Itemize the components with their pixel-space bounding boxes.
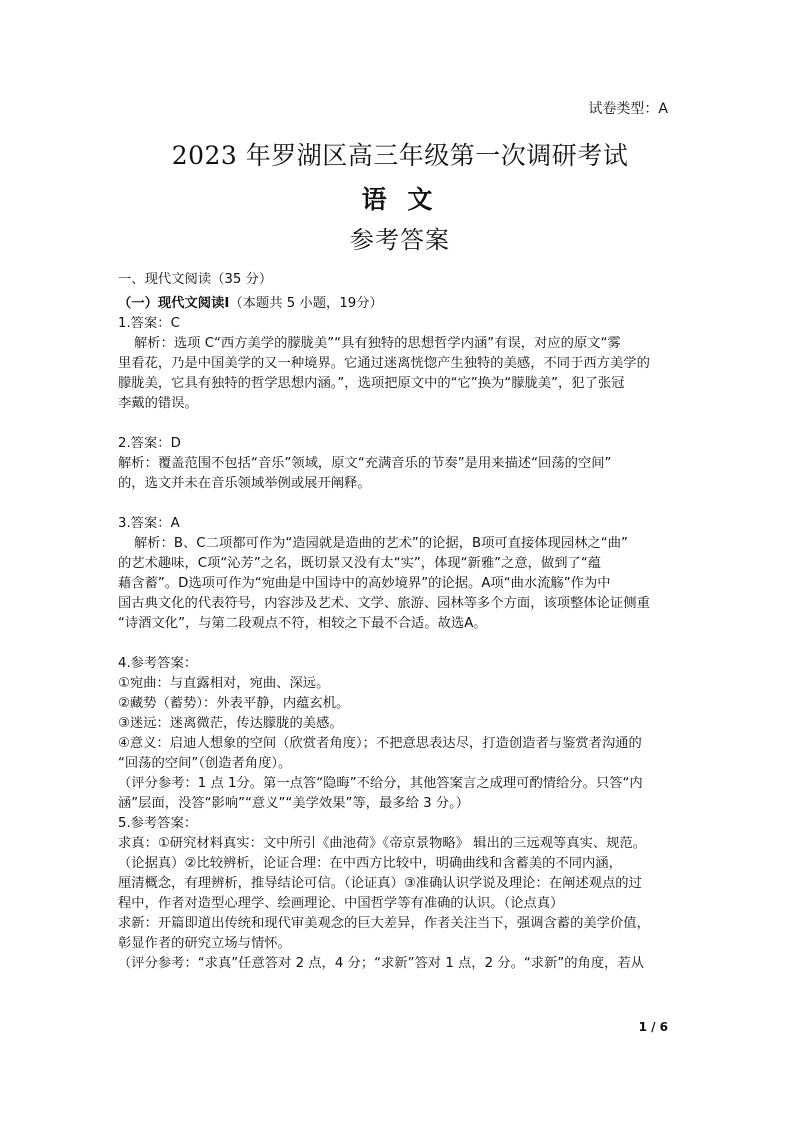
q5-line: （论据真）②比较辨析，论证合理：在中西方比较中，明确曲线和含蓄美的不同内涵，	[118, 856, 622, 871]
q3-line: 国古典文化的代表符号，内容涉及艺术、文学、旅游、园林等多个方面，该项整体论证侧重	[118, 596, 650, 611]
q2-line: 的，选文并未在音乐领域举例或展开阐释。	[118, 476, 371, 491]
q3-line: 藉含蓄”。D选项可作为“宛曲是中国诗中的高妙境界”的论据。A项“曲水流觞”作为中	[118, 576, 611, 591]
q5-line: 厘清概念，有理辨析，推导结论可信。（论证真）③准确认识学说及理论：在阐述观点的过	[118, 876, 642, 891]
exam-title: 2023 年罗湖区高三年级第一次调研考试	[171, 141, 629, 170]
q4-answer: 4.参考答案：	[118, 656, 198, 671]
q1-answer: 1.答案：C	[118, 316, 180, 331]
q1-line: 解析：选项 C“西方美学的朦胧美”“具有独特的思想哲学内涵”有误，对应的原文“雾	[134, 336, 621, 351]
q4-line: ②藏势（蓄势）：外表平静，内蕴玄机。	[118, 696, 350, 711]
section-heading: 一、现代文阅读（35 分）	[118, 272, 273, 287]
q4-line: ④意义：启迪人想象的空间（欣赏者角度）；不把意思表达尽，打造创造者与鉴赏者沟通的	[118, 736, 642, 751]
answer-content	[118, 270, 688, 974]
q5-answer: 5.参考答案：	[118, 816, 198, 831]
subject-title: 语 文	[361, 185, 439, 214]
q5-line: 程中，作者对造型心理学、绘画理论、中国哲学等有准确的认识。（论点真）	[118, 896, 564, 911]
q1-line: 朦胧美，它具有独特的哲学思想内涵。”，选项把原文中的“它”换为“朦胧美”，犯了张冠	[118, 376, 625, 391]
q3-line: 解析：B、C二项都可作为“造园就是造曲的艺术”的论据，B项可直接体现园林之“曲”	[134, 536, 628, 551]
subsection-heading-bold: （一）现代文阅读Ⅰ	[118, 296, 230, 311]
q1-line: 里看花，乃是中国美学的又一种境界。它通过迷离恍惚产生独特的美感，不同于西方美学的	[118, 356, 650, 371]
q5-line: 彰显作者的研究立场与情怀。	[118, 936, 291, 951]
subsection-heading	[118, 294, 688, 314]
q5-line: （评分参考：“求真”任意答对 2 点，4 分；“求新”答对 1 点，2 分。“求新”的角度，若从	[118, 956, 645, 971]
q4-line: “回荡的空间”（创造者角度）。	[118, 756, 292, 771]
subsection-heading-rest: （本题共 5 小题，19分）	[229, 296, 383, 311]
q4-line: ①宛曲：与直露相对，宛曲、深远。	[118, 676, 330, 691]
q3-line: “诗酒文化”，与第二段观点不符，相较之下最不合适。故选A。	[118, 616, 487, 631]
q3-line: 的艺术趣味，C项“沁芳”之名，既切景又没有太“实”，体现“新雅”之意，做到了“蕴	[118, 556, 602, 571]
answer-key-title: 参考答案	[350, 226, 450, 254]
q3-answer: 3.答案：A	[118, 516, 180, 531]
q5-line: 求新：开篇即道出传统和现代审美观念的巨大差异，作者关注当下，强调含蓄的美学价值，	[118, 916, 650, 931]
exam-type-label: 试卷类型：A	[588, 101, 668, 117]
q4-line: 涵”层面，没答“影响”“意义”“美学效果”等，最多给 3 分。）	[118, 796, 470, 811]
q5-line: 求真：①研究材料真实：文中所引《曲池荷》《帝京景物略》 辑出的三远观等真实、规范。	[118, 836, 647, 851]
page-number: 1 / 6	[638, 1020, 668, 1034]
q4-line: ③迷远：迷离微茫，传达朦胧的美感。	[118, 716, 343, 731]
q1-line: 李戴的错误。	[118, 396, 198, 411]
q4-line: （评分参考：1 点 1分。第一点答“隐晦”不给分，其他答案言之成理可酌情给分。只答“内	[118, 776, 643, 791]
q2-line: 解析：覆盖范围不包括“音乐”领域，原文“充满音乐的节奏”是用来描述“回荡的空间”	[118, 456, 612, 471]
q2-answer: 2.答案：D	[118, 436, 181, 451]
